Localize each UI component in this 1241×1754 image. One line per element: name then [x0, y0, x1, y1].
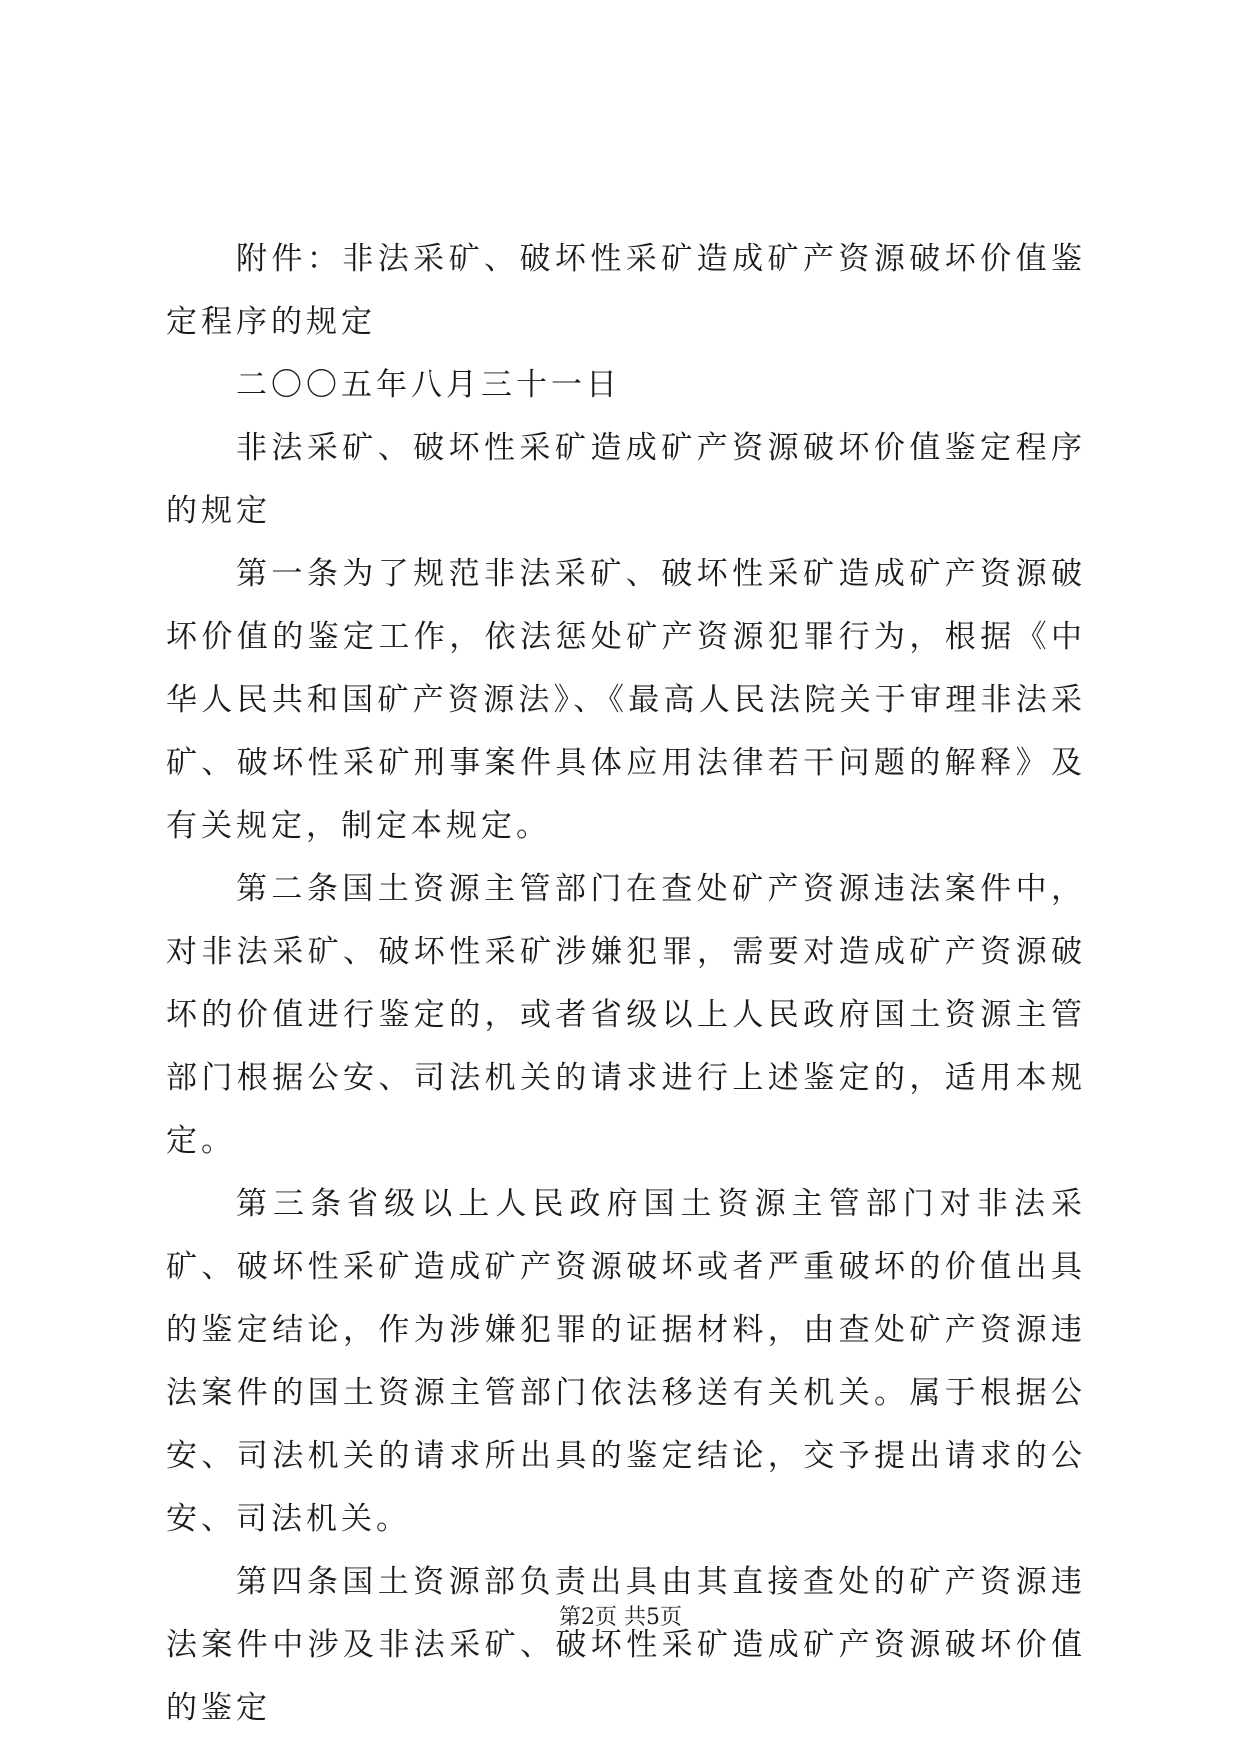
article-1: 第一条为了规范非法采矿、破坏性采矿造成矿产资源破坏价值的鉴定工作，依法惩处矿产资源犯罪行为，根据《中华人民共和国矿产资源法》、《最高人民法院关于审理非法采矿、破坏性采矿刑事案件具体应用法律若干问题的解释》及有关规定，制定本规定。 [166, 556, 1086, 844]
article-3: 第三条省级以上人民政府国土资源主管部门对非法采矿、破坏性采矿造成矿产资源破坏或者严重破坏的价值出具的鉴定结论，作为涉嫌犯罪的证据材料，由查处矿产资源违法案件的国土资源主管部门依法移送有关机关。属于根据公安、司法机关的请求所出具的鉴定结论，交予提出请求的公安、司法机关。 [166, 1186, 1086, 1537]
article-2: 第二条国土资源主管部门在查处矿产资源违法案件中，对非法采矿、破坏性采矿涉嫌犯罪，需要对造成矿产资源破坏的价值进行鉴定的，或者省级以上人民政府国土资源主管部门根据公安、司法机关的请求进行上述鉴定的，适用本规定。 [166, 871, 1086, 1159]
article-4: 第四条国土资源部负责出具由其直接查处的矿产资源违法案件中涉及非法采矿、破坏性采矿造成矿产资源破坏价值的鉴定 [166, 1564, 1086, 1726]
document-body [166, 228, 1086, 1740]
date-line: 二〇〇五年八月三十一日 [236, 367, 621, 403]
regulation-title: 非法采矿、破坏性采矿造成矿产资源破坏价值鉴定程序的规定 [166, 430, 1086, 529]
page-number-footer: 第2页 共5页 [559, 1605, 682, 1630]
attachment-title: 附件：非法采矿、破坏性采矿造成矿产资源破坏价值鉴定程序的规定 [166, 241, 1086, 340]
